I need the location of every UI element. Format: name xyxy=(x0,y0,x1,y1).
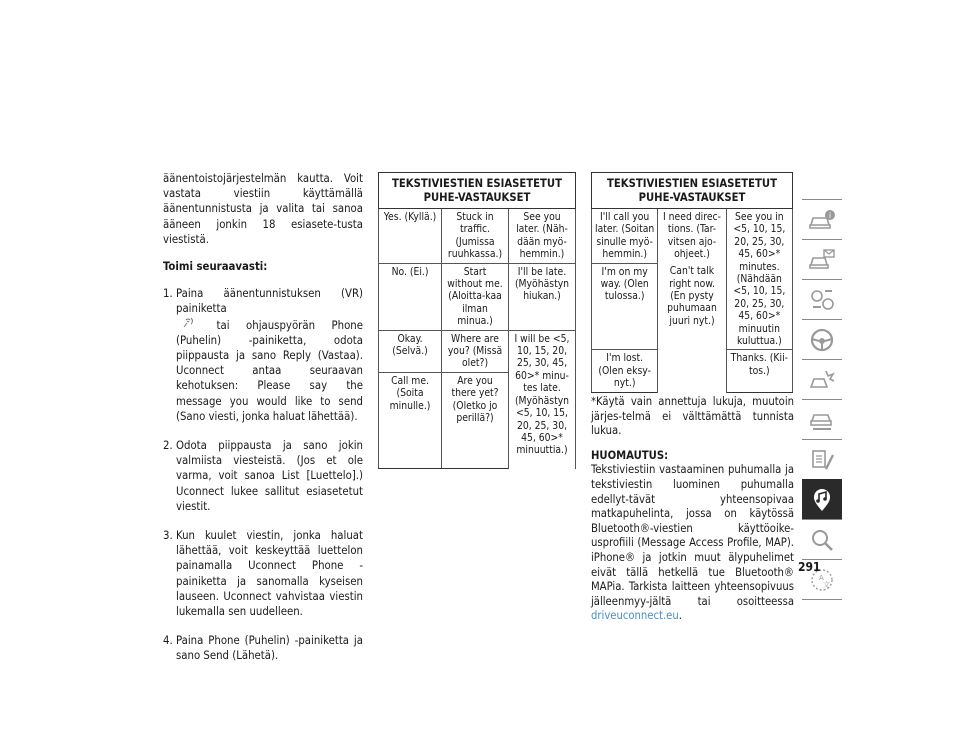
left-column xyxy=(163,171,363,678)
svg-text:i: i xyxy=(828,210,832,220)
preset-replies-table-1 xyxy=(378,172,576,469)
step-text: Kun kuulet viestin, jonka haluat lähettää, voit keskeyttää luettelon painamalla Uconnect Phone -painiketta ja sanomalla kyseisen lauseen. Uconnect vahvistaa viestin lukemalla sen uudelleen. xyxy=(176,529,363,619)
voice-recognition-icon xyxy=(176,317,200,333)
tools-icon xyxy=(808,447,836,473)
crash-icon xyxy=(808,367,836,393)
table-cell: Call me. (Soita minulle.) xyxy=(379,372,442,468)
table-row xyxy=(379,330,576,372)
table-cell: Yes. (Kyllä.) xyxy=(379,209,442,264)
table-row xyxy=(379,209,576,264)
tab-multimedia[interactable] xyxy=(802,479,842,520)
table-cell: See you later. (Näh-dään myö-hemmin.) xyxy=(509,209,576,264)
table-cell: I'm on my way. (Olen tulossa.) xyxy=(592,263,658,350)
table-cell: Stuck in traffic. (Jumissa ruuhkassa.) xyxy=(442,209,509,264)
preset-replies-table-2 xyxy=(591,172,793,393)
tab-instruments[interactable] xyxy=(802,279,842,320)
table-cell: I'll call you later. (Soitan sinulle myö-hemmin.) xyxy=(592,209,658,264)
step-3 xyxy=(163,528,363,619)
tab-emergency[interactable] xyxy=(802,399,842,440)
table-cell: I need direc-tions. (Tar-vitsen ajo-ohjeet.) xyxy=(658,209,726,264)
dashboard-lights-icon xyxy=(808,287,836,313)
tab-index[interactable] xyxy=(802,519,842,560)
table-cell: I'm lost. (Olen eksy-nyt.) xyxy=(592,350,658,392)
multimedia-icon xyxy=(808,487,836,513)
table-cell: Okay. (Selvä.) xyxy=(379,330,442,372)
table-row xyxy=(592,209,793,264)
tab-safety[interactable] xyxy=(802,359,842,400)
table-cell: Where are you? (Missä olet?) xyxy=(442,330,509,372)
step-2 xyxy=(163,438,363,514)
car-info-icon xyxy=(808,207,836,233)
svg-text:A: A xyxy=(819,573,824,582)
table-cell: Can't talk right now. (En pysty puhumaan juuri nyt.) xyxy=(658,263,726,392)
step-text: Odota piippausta ja sano jokin valmiista viesteistä. (Jos et ole varma, voit sanoa List [Luettelo].) Uconnect lukee sallitut esiasetetut viestit. xyxy=(176,439,363,513)
right-column xyxy=(591,395,794,634)
table-title: TEKSTIVIESTIEN ESIASETETUT PUHE-VASTAUKSET xyxy=(592,173,793,209)
steps-heading: Toimi seuraavasti: xyxy=(163,260,268,274)
car-lift-icon xyxy=(808,407,836,433)
footnote: *Käytä vain annettuja lukuja, muutoin järjes-telmä ei välttämättä tunnista lukua. xyxy=(591,395,794,438)
car-mail-icon xyxy=(808,247,836,273)
note-end: . xyxy=(678,609,682,623)
step-number: 1. xyxy=(163,287,173,301)
step-text: Paina Phone (Puhelin) -painiketta ja sano Send (Lähetä). xyxy=(176,634,363,663)
table-cell: Thanks. (Kii-tos.) xyxy=(726,350,792,392)
intro-paragraph: äänentoistojärjestelmän kautta. Voit vastata viestiin käyttämällä äänentunnistusta ja valita tai sanoa ääneen jonkin 18 esiasete-tusta viestistä. xyxy=(163,172,363,246)
step-1 xyxy=(163,286,363,424)
step-4 xyxy=(163,633,363,663)
tab-driving[interactable] xyxy=(802,319,842,360)
table-cell: No. (Ei.) xyxy=(379,263,442,330)
note-paragraph xyxy=(591,463,794,624)
step-number: 4. xyxy=(163,634,173,648)
table-cell: Are you there yet? (Oletko jo perillä?) xyxy=(442,372,509,468)
tab-vehicle-info[interactable] xyxy=(802,199,842,240)
tab-vehicle-mail[interactable] xyxy=(802,239,842,280)
table-row xyxy=(379,263,576,330)
table-cell: I'll be late. (Myöhästyn hiukan.) xyxy=(509,263,576,330)
table-title: TEKSTIVIESTIEN ESIASETETUT PUHE-VASTAUKSET xyxy=(379,173,576,209)
table-cell: I will be <5, 10, 15, 20, 25, 30, 45, 60>* minu-tes late. (Myöhästyn <5, 10, 15, 20, 25, 30, 45, 60>* minuuttia.) xyxy=(509,330,576,468)
step-number: 3. xyxy=(163,529,173,543)
svg-text:文: 文 xyxy=(823,580,830,589)
note-text: Tekstiviestiin vastaaminen puhumalla ja tekstiviestin luominen puhumalla edellyt-tävät yhteensopivaa matkapuhelinta, jossa on käytössä Bluetooth®-viestien käyttöoike-usprofiili (Message Access Profile, MAP). iPhone® ja jotkin muut älypuhelimet eivät tällä hetkellä tue Bluetooth® MAPia. Tarkista laitteen yhteensopivuus jälleenmyy-jältä tai osoitteessa xyxy=(591,463,794,608)
chapter-tabs xyxy=(802,199,842,599)
steering-wheel-icon xyxy=(808,327,836,353)
page-number: 291 xyxy=(798,560,821,574)
step-number: 2. xyxy=(163,439,173,453)
table-cell: See you in <5, 10, 15, 20, 25, 30, 45, 60>* minutes. (Nähdään <5, 10, 15, 20, 25, 30, 45, 60>* minuutin kuluttua.) xyxy=(726,209,792,350)
step-text: Paina äänentunnistuksen (VR) painiketta xyxy=(176,287,363,316)
search-icon xyxy=(808,527,836,553)
tab-service[interactable] xyxy=(802,439,842,480)
website-link[interactable]: driveuconnect.eu xyxy=(591,609,679,623)
table-cell: Start without me. (Aloitta-kaa ilman minua.) xyxy=(442,263,509,330)
step-text-cont: tai ohjauspyörän Phone (Puhelin) -painiketta, odota piippausta ja sano Reply (Vastaa). Uconnect antaa seuraavan kehotuksen: Please say the message you would like to send (Sano viesti, jonka haluat lähettää). xyxy=(176,318,363,423)
note-heading: HUOMAUTUS: xyxy=(591,448,669,462)
